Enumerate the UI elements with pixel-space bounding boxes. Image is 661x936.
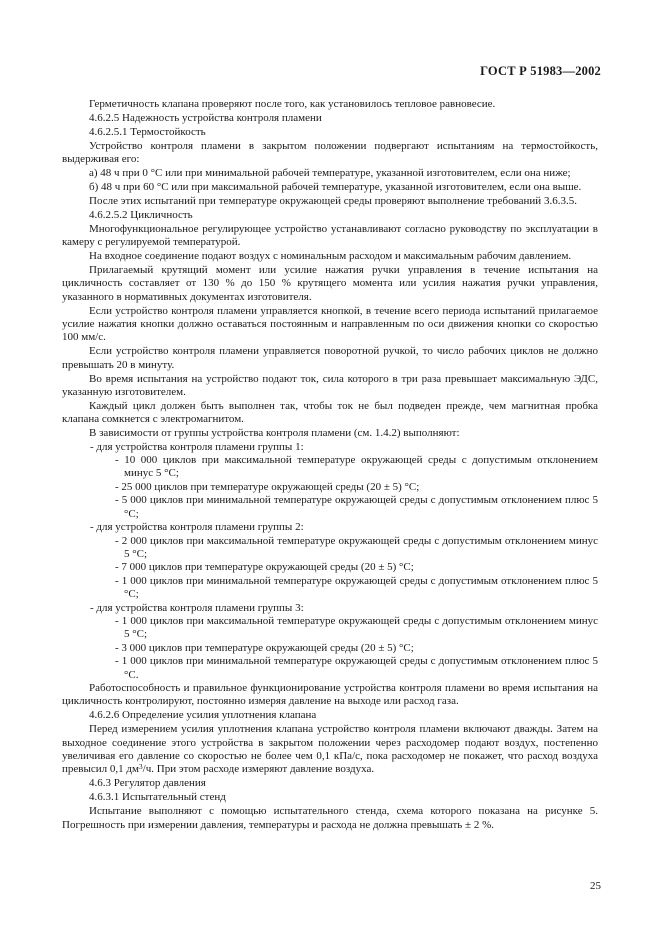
group-item: - 25 000 циклов при температуре окружающей среды (20 ± 5) °С; [115, 480, 420, 493]
paragraph: Каждый цикл должен быть выполнен так, чтобы ток не был подведен прежде, чем магнитная пробка клапана сомкнется с электромагнитом. [62, 399, 598, 426]
group-item: - 3 000 циклов при температуре окружающей среды (20 ± 5) °С; [115, 641, 414, 654]
paragraph: Если устройство контроля пламени управляется кнопкой, в течение всего периода испытаний прилагаемое усилие нажатия кнопки должно оставаться постоянным и направленным по оси движения кнопки со скоростью 100 мм/с. [62, 304, 598, 344]
list-item: б) 48 ч при 60 °С или при максимальной рабочей температуре, указанной изготовителем, если она выше. [89, 180, 582, 193]
seal-text-end: /ч. При этом расходе измеряют давление воздуха. [142, 763, 375, 776]
section-heading: 4.6.3 Регулятор давления [89, 777, 206, 790]
section-heading: 4.6.2.5.1 Термостойкость [89, 125, 206, 138]
group-item: - 7 000 циклов при температуре окружающей среды (20 ± 5) °С; [115, 561, 414, 574]
paragraph: Во время испытания на устройство подают ток, сила которого в три раза превышает максимальную ЭДС, указанную изготовителем. [62, 372, 598, 399]
group-item: - 1 000 циклов при минимальной температуре окружающей среды с допустимым отклонением плюс 5 °С; [115, 574, 598, 601]
paragraph: Герметичность клапана проверяют после того, как установилось тепловое равновесие. [89, 98, 496, 110]
paragraph: Работоспособность и правильное функционирование устройства контроля пламени во время испытания на цикличность контролируют, постоянно измеряя давление на выходе или расход газа. [62, 681, 598, 708]
page-number: 25 [590, 880, 601, 892]
seal-force-paragraph [62, 723, 598, 777]
paragraph: Испытание выполняют с помощью испытательного стенда, схема которого показана на рисунке 5. Погрешность при измерении давления, температуры и расхода не должна превышать ± 2 %. [62, 805, 598, 831]
section-heading: 4.6.3.1 Испытательный стенд [89, 791, 226, 804]
group-label: - для устройства контроля пламени группы 3: [90, 601, 304, 614]
group-item: - 10 000 циклов при максимальной температуре окружающей среды с допустимым отклонением минус 5 °С; [115, 454, 598, 480]
group-item: - 5 000 циклов при минимальной температуре окружающей среды с допустимым отклонением плюс 5 °С; [115, 494, 598, 520]
group-item: - 1 000 циклов при максимальной температуре окружающей среды с допустимым отклонением минус 5 °С; [115, 614, 598, 641]
superscript-cubic: 3 [138, 762, 143, 772]
paragraph: Устройство контроля пламени в закрытом положении подвергают испытаниям на термостойкость, выдерживая его: [62, 139, 598, 166]
paragraph: Прилагаемый крутящий момент или усилие нажатия ручки управления в течение испытания на цикличность составляет от 130 % до 150 % крутящего момента или усилия нажатия ручки управления, указанного в нормативных документах изготовителя. [62, 263, 598, 303]
paragraph: Многофункциональное регулирующее устройство устанавливают согласно руководству по эксплуатации в камеру с регулируемой температурой. [62, 222, 598, 249]
group-label: - для устройства контроля пламени группы 2: [90, 521, 304, 534]
paragraph: На входное соединение подают воздух с номинальным расходом и максимальным рабочим давлением. [89, 249, 572, 262]
group-item: - 2 000 циклов при максимальной температуре окружающей среды с допустимым отклонением минус 5 °С; [115, 534, 598, 560]
group-label: - для устройства контроля пламени группы 1: [90, 440, 304, 453]
section-heading: 4.6.2.5.2 Цикличность [89, 208, 193, 221]
page-body [62, 98, 598, 832]
section-heading: 4.6.2.5 Надежность устройства контроля пламени [89, 111, 322, 124]
list-item: а) 48 ч при 0 °С или при минимальной рабочей температуре, указанной изготовителем, если она ниже; [89, 167, 571, 180]
document-code-header: ГОСТ Р 51983—2002 [480, 64, 601, 78]
seal-text-start: Перед измерением усилия уплотнения клапана устройство контроля пламени включают дважды. Затем на выходное соединение этого устройства в закрытом положении через расходомер подают воздух, постепенно увеличивая его давление со скоростью не более чем 0,1 кПа/с, пока расходомер не покажет, что расход воздуха превысил 0,1 дм [62, 723, 598, 776]
paragraph: В зависимости от группы устройства контроля пламени (см. 1.4.2) выполняют: [89, 427, 460, 440]
group-item: - 1 000 циклов при минимальной температуре окружающей среды с допустимым отклонением плюс 5 °С. [115, 655, 598, 681]
section-heading: 4.6.2.6 Определение усилия уплотнения клапана [89, 709, 317, 722]
paragraph: После этих испытаний при температуре окружающей среды проверяют выполнение требований 3.6.3.5. [89, 194, 577, 207]
paragraph: Если устройство контроля пламени управляется поворотной ручкой, то число рабочих циклов не должно превышать 20 в минуту. [62, 345, 598, 371]
